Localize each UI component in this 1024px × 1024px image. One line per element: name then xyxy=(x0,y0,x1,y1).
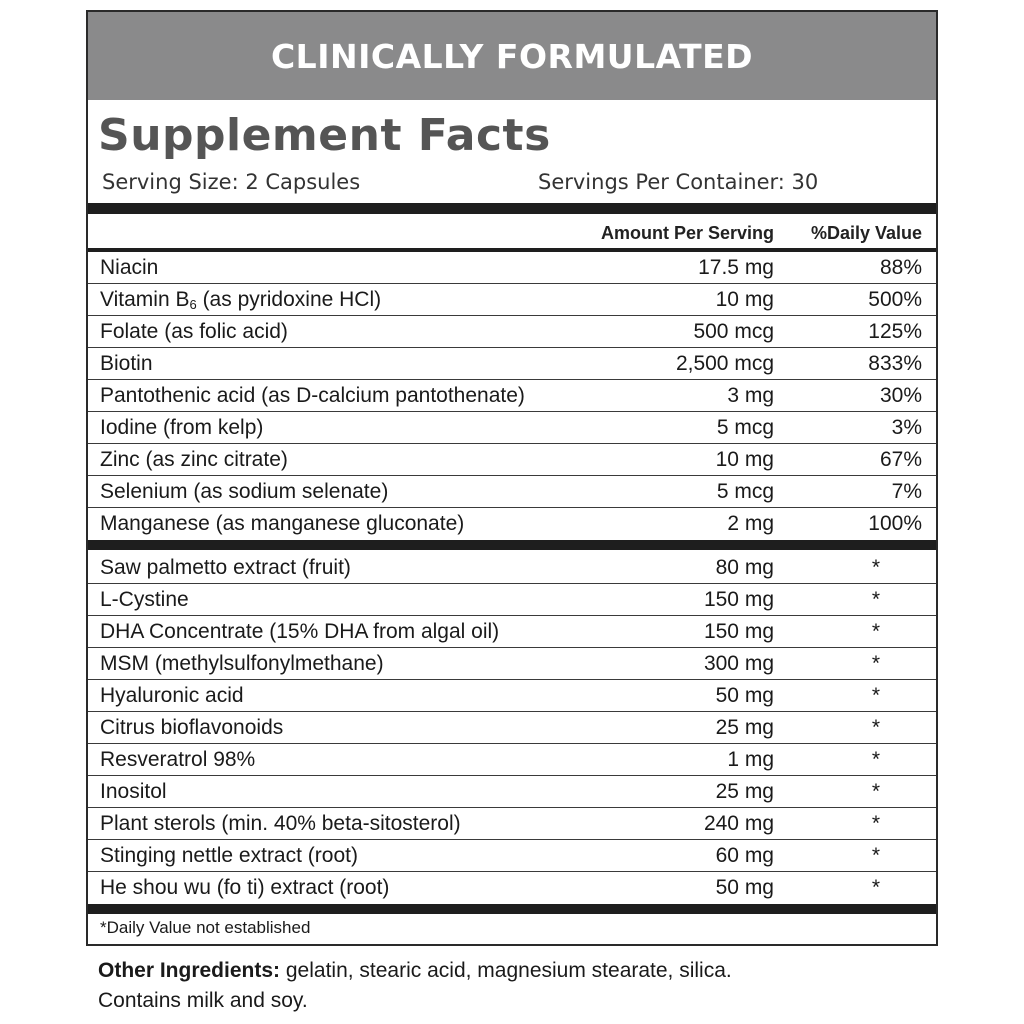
other-ingredients xyxy=(98,956,958,1016)
amount-per-serving: 60 mg xyxy=(715,844,774,867)
nutrient-name: Zinc (as zinc citrate) xyxy=(100,448,288,471)
daily-value: 500% xyxy=(868,288,922,311)
amount-per-serving: 240 mg xyxy=(703,812,774,835)
allergen-statement: Contains milk and soy. xyxy=(98,989,308,1012)
supplement-facts-panel xyxy=(86,10,938,946)
table-row xyxy=(88,284,936,316)
amount-per-serving: 50 mg xyxy=(715,684,774,707)
footnote: *Daily Value not established xyxy=(100,918,311,937)
table-row xyxy=(88,872,936,904)
nutrient-name-part: Vitamin B xyxy=(100,288,190,311)
daily-value: * xyxy=(871,716,881,739)
nutrient-name: Citrus bioflavonoids xyxy=(100,716,284,739)
vitamins-list xyxy=(88,252,936,540)
nutrient-name: Selenium (as sodium selenate) xyxy=(100,480,389,503)
nutrient-name: Manganese (as manganese gluconate) xyxy=(100,512,465,535)
serving-size: Serving Size: 2 Capsules xyxy=(102,170,361,194)
daily-value: * xyxy=(871,844,881,867)
table-row xyxy=(88,252,936,284)
daily-value: * xyxy=(871,780,881,803)
daily-value: * xyxy=(871,684,881,707)
nutrient-name: L-Cystine xyxy=(100,588,189,611)
column-header-daily-value: %Daily Value xyxy=(810,223,922,243)
daily-value: 67% xyxy=(879,448,922,471)
table-row xyxy=(88,744,936,776)
amount-per-serving: 5 mcg xyxy=(716,416,774,439)
daily-value: * xyxy=(871,748,881,771)
amount-per-serving: 5 mcg xyxy=(716,480,774,503)
table-row xyxy=(88,348,936,380)
amount-per-serving: 150 mg xyxy=(703,620,774,643)
amount-per-serving: 17.5 mg xyxy=(698,256,774,279)
daily-value: 100% xyxy=(868,512,922,535)
nutrient-name: MSM (methylsulfonylmethane) xyxy=(100,652,384,675)
daily-value: * xyxy=(871,652,881,675)
daily-value: 30% xyxy=(879,384,922,407)
nutrient-name: Saw palmetto extract (fruit) xyxy=(100,556,351,579)
table-row xyxy=(88,712,936,744)
divider-thick xyxy=(88,203,936,214)
amount-per-serving: 10 mg xyxy=(715,448,774,471)
daily-value: 88% xyxy=(879,256,922,279)
daily-value: 3% xyxy=(891,416,922,439)
nutrient-name-part: (as pyridoxine HCl) xyxy=(196,288,382,311)
nutrient-name: DHA Concentrate (15% DHA from algal oil) xyxy=(100,620,500,643)
daily-value: 7% xyxy=(891,480,922,503)
table-row xyxy=(88,584,936,616)
banner-text: CLINICALLY FORMULATED xyxy=(270,36,754,76)
column-header-amount: Amount Per Serving xyxy=(600,223,774,243)
amount-per-serving: 2 mg xyxy=(727,512,774,535)
nutrient-name: Hyaluronic acid xyxy=(100,684,244,707)
nutrient-name: Folate (as folic acid) xyxy=(100,320,288,343)
table-row xyxy=(88,380,936,412)
nutrient-name: He shou wu (fo ti) extract (root) xyxy=(100,876,390,899)
daily-value: * xyxy=(871,876,881,899)
table-row xyxy=(88,444,936,476)
daily-value: * xyxy=(871,556,881,579)
amount-per-serving: 150 mg xyxy=(703,588,774,611)
other-ingredients-label: Other Ingredients: xyxy=(98,959,281,982)
amount-per-serving: 1 mg xyxy=(727,748,774,771)
amount-per-serving: 25 mg xyxy=(715,716,774,739)
amount-per-serving: 10 mg xyxy=(715,288,774,311)
table-row xyxy=(88,840,936,872)
daily-value: * xyxy=(871,620,881,643)
nutrient-name: Iodine (from kelp) xyxy=(100,416,264,439)
nutrient-name: Stinging nettle extract (root) xyxy=(100,844,358,867)
table-row xyxy=(88,808,936,840)
daily-value: 833% xyxy=(868,352,922,375)
divider-thick xyxy=(88,540,936,550)
divider-thick xyxy=(88,904,936,914)
table-row xyxy=(88,412,936,444)
nutrient-name: Resveratrol 98% xyxy=(100,748,256,771)
nutrient-name: Biotin xyxy=(100,352,153,375)
table-row xyxy=(88,476,936,508)
other-ingredients-text: gelatin, stearic acid, magnesium stearate, silica. xyxy=(280,959,732,982)
amount-per-serving: 25 mg xyxy=(715,780,774,803)
panel-title: Supplement Facts xyxy=(98,110,551,161)
nutrient-name-subscript: 6 xyxy=(189,297,197,312)
table-row xyxy=(88,316,936,348)
amount-per-serving: 50 mg xyxy=(715,876,774,899)
servings-per-container: Servings Per Container: 30 xyxy=(538,170,819,194)
nutrient-name: Inositol xyxy=(100,780,167,803)
nutrient-name: Plant sterols (min. 40% beta-sitosterol) xyxy=(100,812,461,835)
amount-per-serving: 3 mg xyxy=(727,384,774,407)
table-row xyxy=(88,648,936,680)
amount-per-serving: 300 mg xyxy=(703,652,774,675)
amount-per-serving: 2,500 mcg xyxy=(675,352,774,375)
other-nutrients-list xyxy=(88,552,936,904)
amount-per-serving: 500 mcg xyxy=(693,320,774,343)
daily-value: * xyxy=(871,812,881,835)
table-row xyxy=(88,776,936,808)
daily-value: * xyxy=(871,588,881,611)
amount-per-serving: 80 mg xyxy=(715,556,774,579)
nutrient-name: Niacin xyxy=(100,256,159,279)
daily-value: 125% xyxy=(868,320,922,343)
table-row xyxy=(88,616,936,648)
banner xyxy=(88,12,936,100)
table-row xyxy=(88,552,936,584)
nutrient-name: Pantothenic acid (as D-calcium pantothenate) xyxy=(100,384,525,407)
table-row xyxy=(88,680,936,712)
table-row xyxy=(88,508,936,540)
